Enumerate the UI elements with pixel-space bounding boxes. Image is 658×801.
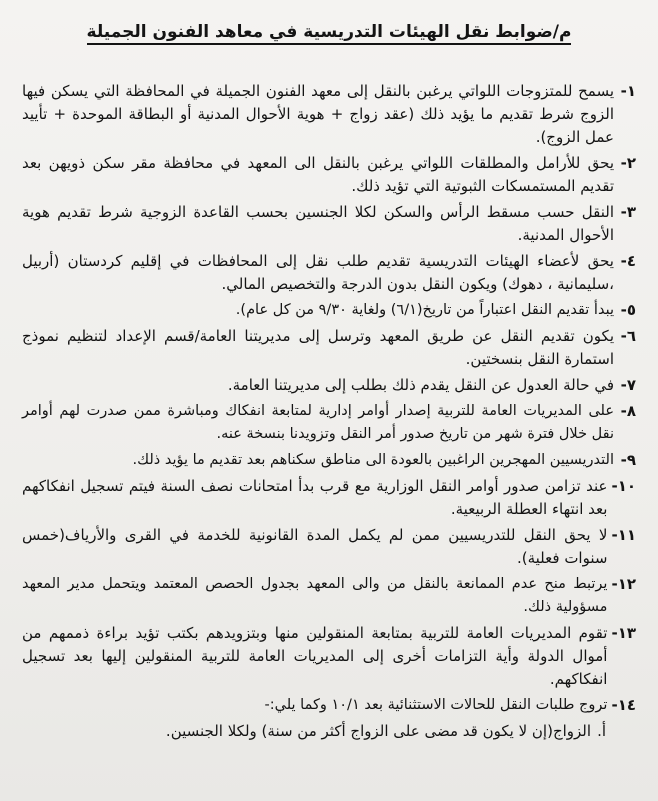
rule-item — [22, 400, 636, 446]
rule-number: ١٤- — [611, 696, 636, 714]
rule-number: ١٠- — [611, 477, 636, 495]
rule-item — [22, 152, 636, 198]
subitem-text: الزواج(إن لا يكون قد مضى على الزواج أكثر من سنة) ولكلا الجنسين. — [165, 722, 592, 740]
rule-number: ٨- — [620, 402, 636, 420]
rule-number: ٦- — [620, 327, 636, 345]
rule-item — [22, 325, 636, 371]
rule-text: يسمح للمتزوجات اللواتي يرغبن بالنقل إلى معهد الفنون الجميلة في المحافظة التي يسكن فيها الزوج شرط تقديم ما يؤيد ذلك (عقد زواج + هوية الأحوال المدنية أو البطاقة الموحدة + تأييد عمل الزوج). — [22, 82, 614, 146]
rule-item — [22, 694, 636, 717]
rule-item — [22, 449, 636, 472]
rule-item — [22, 524, 636, 570]
rule-item — [22, 201, 636, 247]
rule-subitem — [22, 720, 636, 743]
rule-text: يكون تقديم النقل عن طريق المعهد وترسل إلى مديريتنا العامة/قسم الإعداد لتنظيم نموذج استمارة النقل بنسختين. — [22, 327, 614, 368]
rule-item — [22, 475, 636, 521]
rule-number: ١- — [620, 82, 636, 100]
rule-text: يرتبط منح عدم الممانعة بالنقل من والى المعهد بجدول الحصص المعتمد ويتحمل مدير المعهد مسؤولية ذلك. — [22, 576, 608, 615]
rule-number: ٣- — [620, 203, 636, 221]
subitem-letter: أ. — [597, 722, 606, 740]
rules-list — [22, 80, 636, 743]
title-text: م/ضوابط نقل الهيئات التدريسية في معاهد الفنون الجميلة — [87, 22, 572, 45]
rule-text: على المديريات العامة للتربية إصدار أوامر إدارية لمتابعة انفكاك ومباشرة ممن صدرت لهم أوامر نقل خلال فترة شهر من تاريخ صدور أمر النقل وتزويدنا بنسخة عنه. — [22, 403, 614, 442]
rule-item — [22, 374, 636, 397]
rule-number: ١٣- — [611, 624, 636, 642]
rule-text: يحق لأعضاء الهيئات التدريسية تقديم طلب نقل إلى المحافظات في إقليم كردستان (أربيل ،سليمانية ، دهوك) ويكون النقل بدون الدرجة والتخصيص المالي. — [22, 252, 614, 293]
rule-item — [22, 622, 636, 691]
rule-number: ١١- — [611, 526, 636, 544]
rule-number: ٤- — [620, 252, 636, 270]
rule-number: ١٢- — [611, 575, 636, 593]
rule-text: التدريسيين المهجرين الراغبين بالعودة الى مناطق سكناهم بعد تقديم ما يؤيد ذلك. — [132, 452, 614, 468]
rule-number: ٥- — [620, 301, 636, 319]
rule-item — [22, 80, 636, 149]
document-title — [40, 22, 618, 42]
rule-text: يبدأ تقديم النقل اعتباراً من تاريخ(٦/١) ولغاية ٩/٣٠ من كل عام). — [235, 302, 614, 318]
rule-text: عند تزامن صدور أوامر النقل الوزارية مع قرب بدأ امتحانات نصف السنة فيتم تسجيل انفكاكهم بعد انتهاء العطلة الربيعية. — [22, 477, 608, 518]
rule-item — [22, 573, 636, 619]
rule-number: ٩- — [620, 451, 636, 469]
rule-text: لا يحق النقل للتدريسيين ممن لم يكمل المدة القانونية للخدمة في القرى والأرياف(خمس سنوات فعلية). — [22, 526, 608, 567]
rule-text: في حالة العدول عن النقل يقدم ذلك بطلب إلى مديريتنا العامة. — [227, 376, 614, 394]
rule-text: يحق للأرامل والمطلقات اللواتي يرغبن بالنقل الى المعهد في محافظة مقر سكن ذويهن بعد تقديم المستمسكات الثبوتية التي تؤيد ذلك. — [22, 154, 614, 195]
rule-item — [22, 299, 636, 322]
rule-text: تروج طلبات النقل للحالات الاستثنائية بعد ١٠/١ وكما يلي:- — [264, 697, 608, 713]
rule-number: ٧- — [620, 376, 636, 394]
rule-item — [22, 250, 636, 296]
rule-text: النقل حسب مسقط الرأس والسكن لكلا الجنسين بحسب القاعدة الزوجية شرط تقديم هوية الأحوال المدنية. — [22, 203, 614, 244]
rule-text: تقوم المديريات العامة للتربية بمتابعة المنقولين منها وبتزويدهم بكتب تؤيد براءة ذممهم من أموال الدولة وأية التزامات أخرى إلى المديريات العامة للتربية المنقولين إليها بعد تسجيل انفكاكهم. — [22, 624, 608, 688]
rule-number: ٢- — [620, 154, 636, 172]
